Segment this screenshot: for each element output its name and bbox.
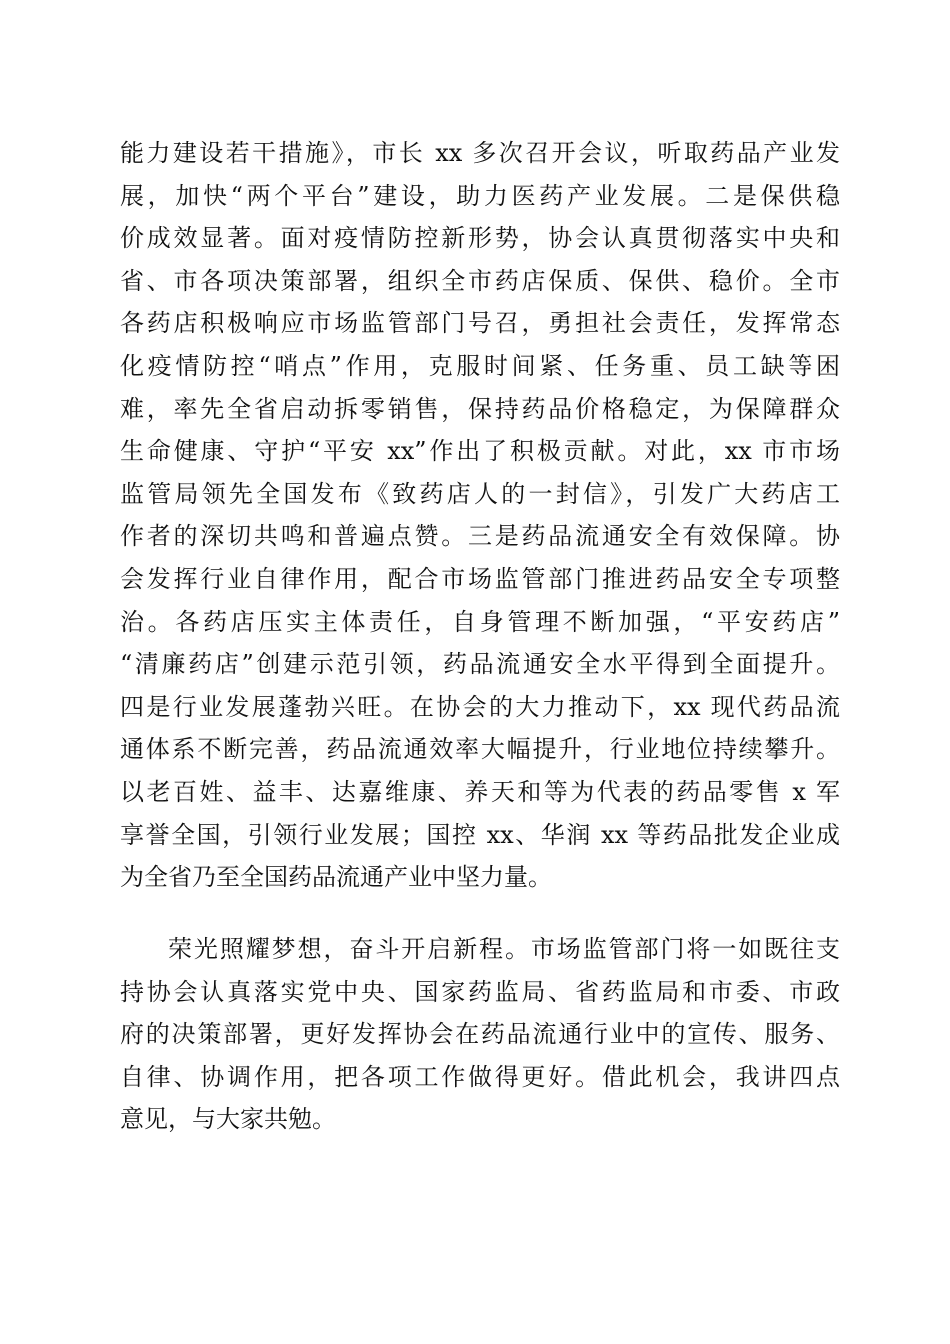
text-line: 会发挥行业自律作用，配合市场监管部门推进药品安全专项整 xyxy=(120,564,840,593)
text-line: 意见，与大家共勉。 xyxy=(120,1105,336,1134)
text-line: 府的决策部署，更好发挥协会在药品流通行业中的宣传、服务、 xyxy=(120,1020,840,1049)
text-line: 作者的深切共鸣和普遍点赞。三是药品流通安全有效保障。协 xyxy=(120,522,840,551)
text-line: 展，加快“两个平台”建设，助力医药产业发展。二是保供稳 xyxy=(120,181,840,210)
text-line: 各药店积极响应市场监管部门号召，勇担社会责任，发挥常态 xyxy=(120,309,840,338)
text-line: 省、市各项决策部署，组织全市药店保质、保供、稳价。全市 xyxy=(120,266,840,295)
paragraph-2 xyxy=(120,928,840,1141)
text-line: 生命健康、守护“平安 xx”作出了积极贡献。对此，xx 市市场 xyxy=(120,437,840,466)
text-line: 荣光照耀梦想，奋斗开启新程。市场监管部门将一如既往支 xyxy=(168,935,840,963)
text-line: 化疫情防控“哨点”作用，克服时间紧、任务重、员工缺等困 xyxy=(120,351,840,380)
text-line: 治。各药店压实主体责任，自身管理不断加强，“平安药店” xyxy=(120,607,840,636)
text-line: 享誉全国，引领行业发展；国控 xx、华润 xx 等药品批发企业成 xyxy=(120,820,840,849)
text-line: 监管局领先全国发布《致药店人的一封信》，引发广大药店工 xyxy=(120,479,840,508)
text-line: 持协会认真落实党中央、国家药监局、省药监局和市委、市政 xyxy=(120,977,840,1006)
text-line: 自律、协调作用，把各项工作做得更好。借此机会，我讲四点 xyxy=(120,1062,840,1091)
text-line: 以老百姓、益丰、达嘉维康、养天和等为代表的药品零售 x 军 xyxy=(120,777,840,806)
text-line: 四是行业发展蓬勃兴旺。在协会的大力推动下，xx 现代药品流 xyxy=(120,692,840,721)
paragraph-1 xyxy=(120,132,840,899)
text-line: 为全省乃至全国药品流通产业中坚力量。 xyxy=(120,863,552,892)
text-line: 价成效显著。面对疫情防控新形势，协会认真贯彻落实中央和 xyxy=(120,224,840,253)
text-line: 能力建设若干措施》，市长 xx 多次召开会议，听取药品产业发 xyxy=(120,139,840,167)
text-line: 难，率先全省启动拆零销售，保持药品价格稳定，为保障群众 xyxy=(120,394,840,423)
text-line: “清廉药店”创建示范引领，药品流通安全水平得到全面提升。 xyxy=(120,650,840,679)
text-line: 通体系不断完善，药品流通效率大幅提升，行业地位持续攀升。 xyxy=(120,735,840,764)
